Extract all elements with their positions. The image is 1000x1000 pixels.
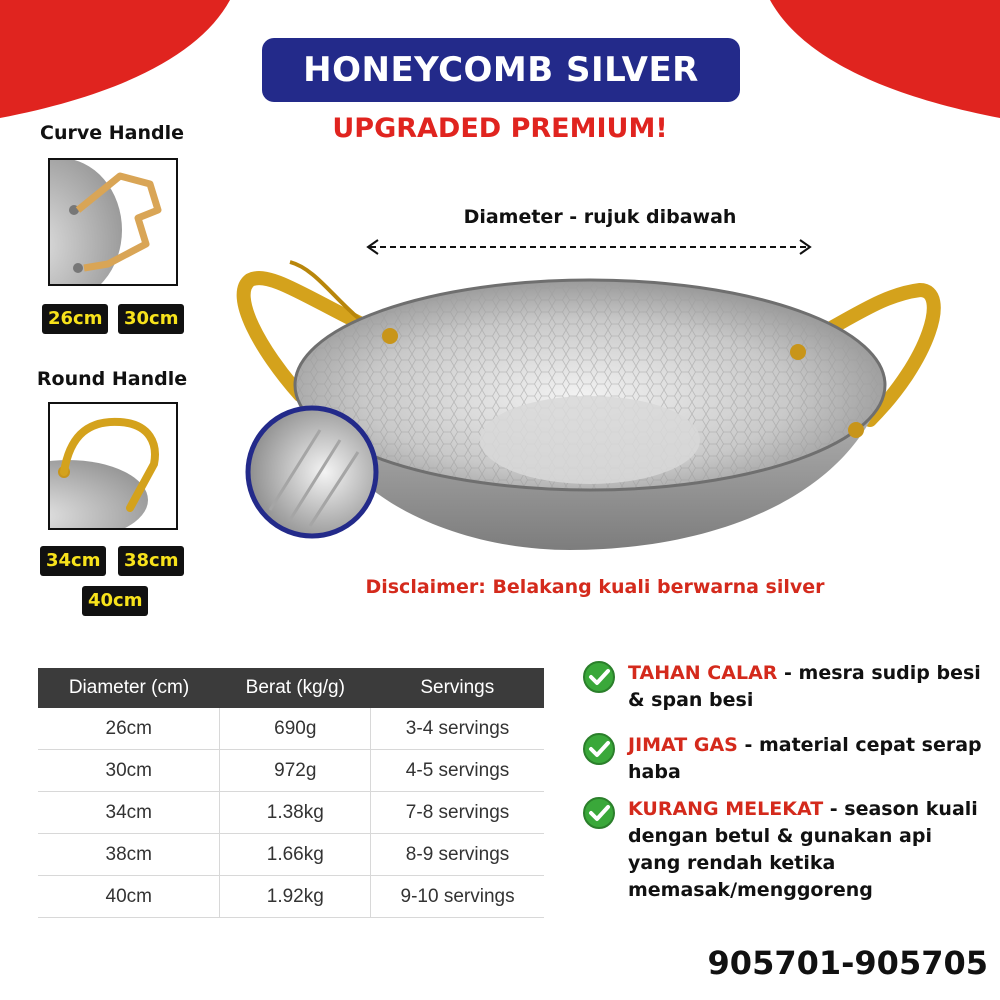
table-cell: 40cm <box>38 876 220 918</box>
feature-item <box>582 660 982 714</box>
disclaimer-text: Disclaimer: Belakang kuali berwarna silver <box>365 576 825 598</box>
red-corner-decoration-right <box>760 0 1000 125</box>
size-tag: 34cm <box>40 546 106 576</box>
feature-description: - material cepat serap haba <box>628 734 982 783</box>
table-cell: 1.66kg <box>220 834 371 876</box>
column-header: Servings <box>371 668 544 708</box>
title-banner <box>262 38 740 102</box>
table-cell: 26cm <box>38 708 220 750</box>
column-header: Berat (kg/g) <box>220 668 371 708</box>
table-cell: 38cm <box>38 834 220 876</box>
feature-keyword: KURANG MELEKAT <box>628 798 824 820</box>
curve-handle-label: Curve Handle <box>40 122 184 144</box>
pan-image <box>230 240 960 560</box>
subtitle: UPGRADED PREMIUM! <box>332 113 668 144</box>
diameter-label: Diameter - rujuk dibawah <box>463 206 737 228</box>
table-cell: 3-4 servings <box>371 708 544 750</box>
feature-item <box>582 732 982 786</box>
table-cell: 7-8 servings <box>371 792 544 834</box>
table-row <box>38 750 544 792</box>
table-row <box>38 708 544 750</box>
table-cell: 1.38kg <box>220 792 371 834</box>
table-row <box>38 792 544 834</box>
table-cell: 9-10 servings <box>371 876 544 918</box>
feature-keyword: TAHAN CALAR <box>628 662 778 684</box>
table-cell: 4-5 servings <box>371 750 544 792</box>
size-tag: 40cm <box>82 586 148 616</box>
table-row <box>38 876 544 918</box>
round-handle-label: Round Handle <box>36 368 188 390</box>
size-tag: 30cm <box>118 304 184 334</box>
size-spec-table <box>38 668 544 918</box>
table-cell: 690g <box>220 708 371 750</box>
round-handle-image <box>48 402 178 530</box>
table-row <box>38 834 544 876</box>
size-tag: 38cm <box>118 546 184 576</box>
table-cell: 34cm <box>38 792 220 834</box>
table-cell: 30cm <box>38 750 220 792</box>
table-cell: 1.92kg <box>220 876 371 918</box>
table-header-row <box>38 668 544 708</box>
size-tag: 26cm <box>42 304 108 334</box>
feature-item <box>582 796 982 904</box>
product-code: 905701-905705 <box>707 944 988 982</box>
curve-handle-image <box>48 158 178 286</box>
check-badge-icon <box>582 732 616 766</box>
check-badge-icon <box>582 796 616 830</box>
check-badge-icon <box>582 660 616 694</box>
feature-description: - mesra sudip besi & span besi <box>628 662 981 711</box>
column-header: Diameter (cm) <box>38 668 220 708</box>
feature-description: - season kuali dengan betul & gunakan api yang rendah ketika memasak/menggoreng <box>628 798 978 901</box>
red-corner-decoration-left <box>0 0 240 125</box>
feature-keyword: JIMAT GAS <box>628 734 738 756</box>
page-title: HONEYCOMB SILVER <box>303 50 699 90</box>
table-cell: 8-9 servings <box>371 834 544 876</box>
table-cell: 972g <box>220 750 371 792</box>
